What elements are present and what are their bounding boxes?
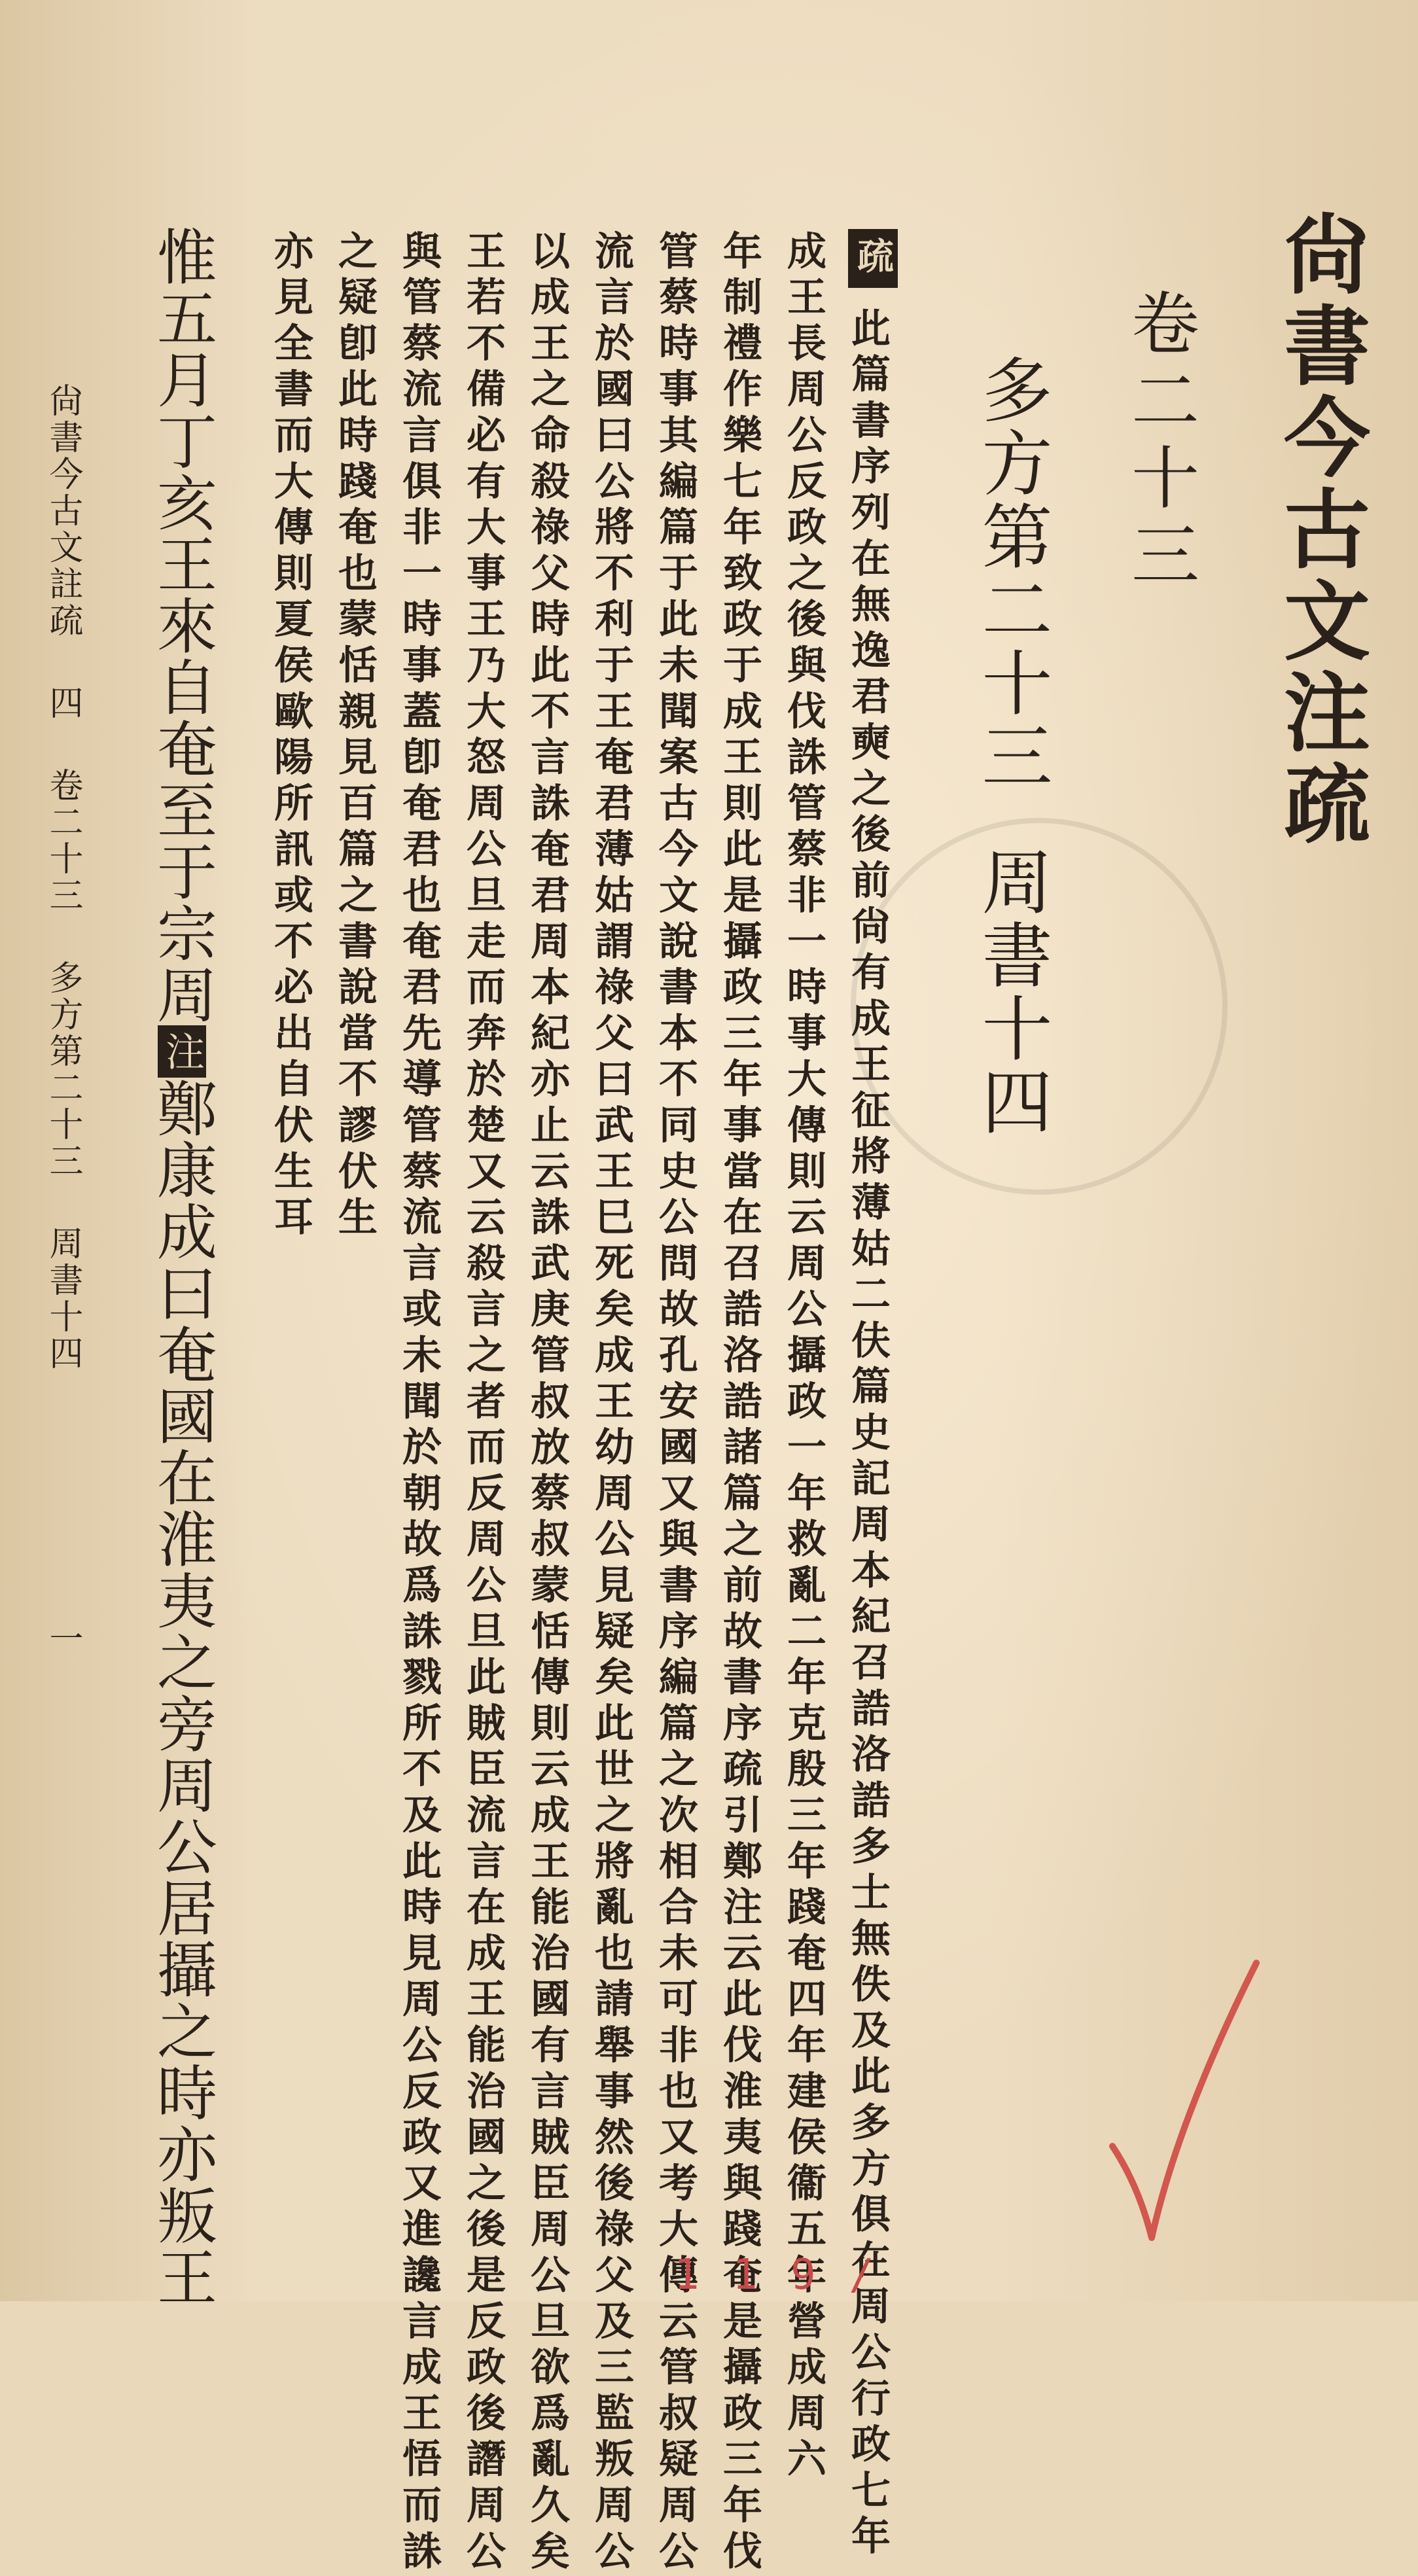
chapter-name: 多方第二十三 (970, 353, 1052, 793)
commentary-column: 王若不備必有大事王乃大怒周公旦走而奔於楚又云殺言之者而反周公旦此賊臣流言在成王能治國之後是反政後譖周公 (460, 230, 506, 2576)
note-mark: 注 (158, 1025, 206, 1078)
scripture-column (147, 226, 217, 2308)
scripture-note: 鄭康成曰奄國在淮夷之旁周公居攝之時亦叛王 (147, 1078, 217, 2308)
footer-volume: 四 (43, 685, 82, 722)
commentary-column: 與管蔡流言俱非一時事蓋卽奄君也奄君先導管蔡流言或未聞於朝故爲誅戮所不及此時見周公反政又進讒言成王悟而誅 (396, 230, 442, 2576)
book-title: 尙書今古文注疏 (1269, 209, 1370, 851)
footer-section: 周書十四 (43, 1226, 82, 1372)
page-footer (43, 383, 82, 1657)
commentary-mark: 疏 (848, 229, 898, 288)
catalog-stamp: 1 1 9 / (674, 2251, 878, 2299)
commentary-column: 流言於國曰公將不利于王奄君薄姑謂祿父曰武王巳死矣成王幼周公見疑矣此世之將亂也請舉事然後祿父及三監叛周公 (588, 230, 634, 2576)
commentary-column: 年制禮作樂七年致政于成王則此是攝政三年事當在召誥洛誥諸篇之前故書序疏引鄭注云此伐淮夷與踐奄是攝政三年伐 (717, 230, 762, 2576)
commentary-column: 亦見全書而大傳則夏侯歐陽所訊或不必出自伏生耳 (268, 230, 313, 1243)
scripture-text: 惟五月丁亥王來自奄至于宗周 (147, 226, 217, 1025)
footer-title: 尙書今古文註疏 (43, 383, 82, 639)
commentary-column: 此篇書序列在無逸君奭之後前尙有成王征將薄姑二伕篇史記周本紀召誥洛誥多士無佚及此多方俱在周公行政七年 (845, 308, 891, 2562)
commentary-column (848, 229, 898, 288)
volume-label: 卷二十三 (1120, 288, 1199, 597)
commentary-column: 之疑卽此時踐奄也蒙恬親見百篇之書說當不謬伏生 (332, 230, 378, 1243)
commentary-column: 以成王之命殺祿父時此不言誅奄君周本紀亦止云誅武庚管叔放蔡叔蒙恬傳則云成王能治國有言賊臣周公旦欲爲亂久矣 (524, 230, 570, 2576)
footer-chapter: 多方第二十三 (43, 960, 82, 1180)
commentary-column: 管蔡時事其編篇于此未聞案古今文說書本不同史公問故孔安國又與書序編篇之次相合未可非也又考大傳云管叔疑周公 (652, 230, 698, 2576)
commentary-column: 成王長周公反政之後與伐誅管蔡非一時事大傳則云周公攝政一年救亂二年克殷三年踐奄四年建侯衞五年營成周六 (781, 230, 826, 2484)
footer-page-number: 一 (43, 1621, 82, 1657)
chapter-section: 周書十四 (970, 845, 1052, 1138)
red-check-mark-icon (1099, 1950, 1269, 2251)
chapter-heading (970, 353, 1052, 1138)
footer-juan: 卷二十三 (43, 768, 82, 914)
